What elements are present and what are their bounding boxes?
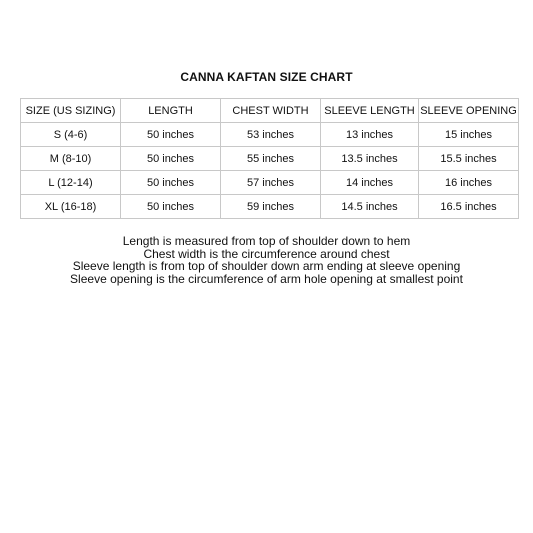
cell-length: 50 inches	[121, 123, 221, 147]
cell-size: S (4-6)	[21, 123, 121, 147]
cell-sleeve-length: 14 inches	[321, 171, 419, 195]
cell-chest-width: 57 inches	[221, 171, 321, 195]
chart-title: CANNA KAFTAN SIZE CHART	[180, 70, 353, 84]
cell-chest-width: 59 inches	[221, 195, 321, 219]
table-row	[21, 123, 519, 147]
cell-sleeve-opening: 16 inches	[419, 171, 519, 195]
note-sleeve-length: Sleeve length is from top of shoulder down arm ending at sleeve opening	[72, 259, 461, 273]
cell-sleeve-opening: 15.5 inches	[419, 147, 519, 171]
cell-chest-width: 55 inches	[221, 147, 321, 171]
header-chest-width: CHEST WIDTH	[221, 99, 321, 123]
table-row	[21, 195, 519, 219]
cell-sleeve-opening: 16.5 inches	[419, 195, 519, 219]
cell-size: XL (16-18)	[21, 195, 121, 219]
note-sleeve-opening: Sleeve opening is the circumference of arm hole opening at smallest point	[70, 271, 463, 286]
cell-chest-width: 53 inches	[221, 123, 321, 147]
cell-length: 50 inches	[121, 195, 221, 219]
cell-size: M (8-10)	[21, 147, 121, 171]
header-sleeve-length: SLEEVE LENGTH	[321, 99, 419, 123]
cell-sleeve-opening: 15 inches	[419, 123, 519, 147]
note-chest-width: Chest width is the circumference around chest	[143, 246, 390, 261]
header-sleeve-opening: SLEEVE OPENING	[419, 99, 519, 123]
cell-length: 50 inches	[121, 147, 221, 171]
header-length: LENGTH	[121, 99, 221, 123]
cell-length: 50 inches	[121, 171, 221, 195]
cell-sleeve-length: 14.5 inches	[321, 195, 419, 219]
header-size: SIZE (US SIZING)	[21, 99, 121, 123]
cell-size: L (12-14)	[21, 171, 121, 195]
table-row	[21, 171, 519, 195]
table-row	[21, 147, 519, 171]
size-chart-table	[20, 98, 519, 219]
cell-sleeve-length: 13 inches	[321, 123, 419, 147]
measurement-notes	[0, 235, 533, 285]
table-header-row	[21, 99, 519, 123]
cell-sleeve-length: 13.5 inches	[321, 147, 419, 171]
note-length: Length is measured from top of shoulder down to hem	[122, 234, 411, 248]
